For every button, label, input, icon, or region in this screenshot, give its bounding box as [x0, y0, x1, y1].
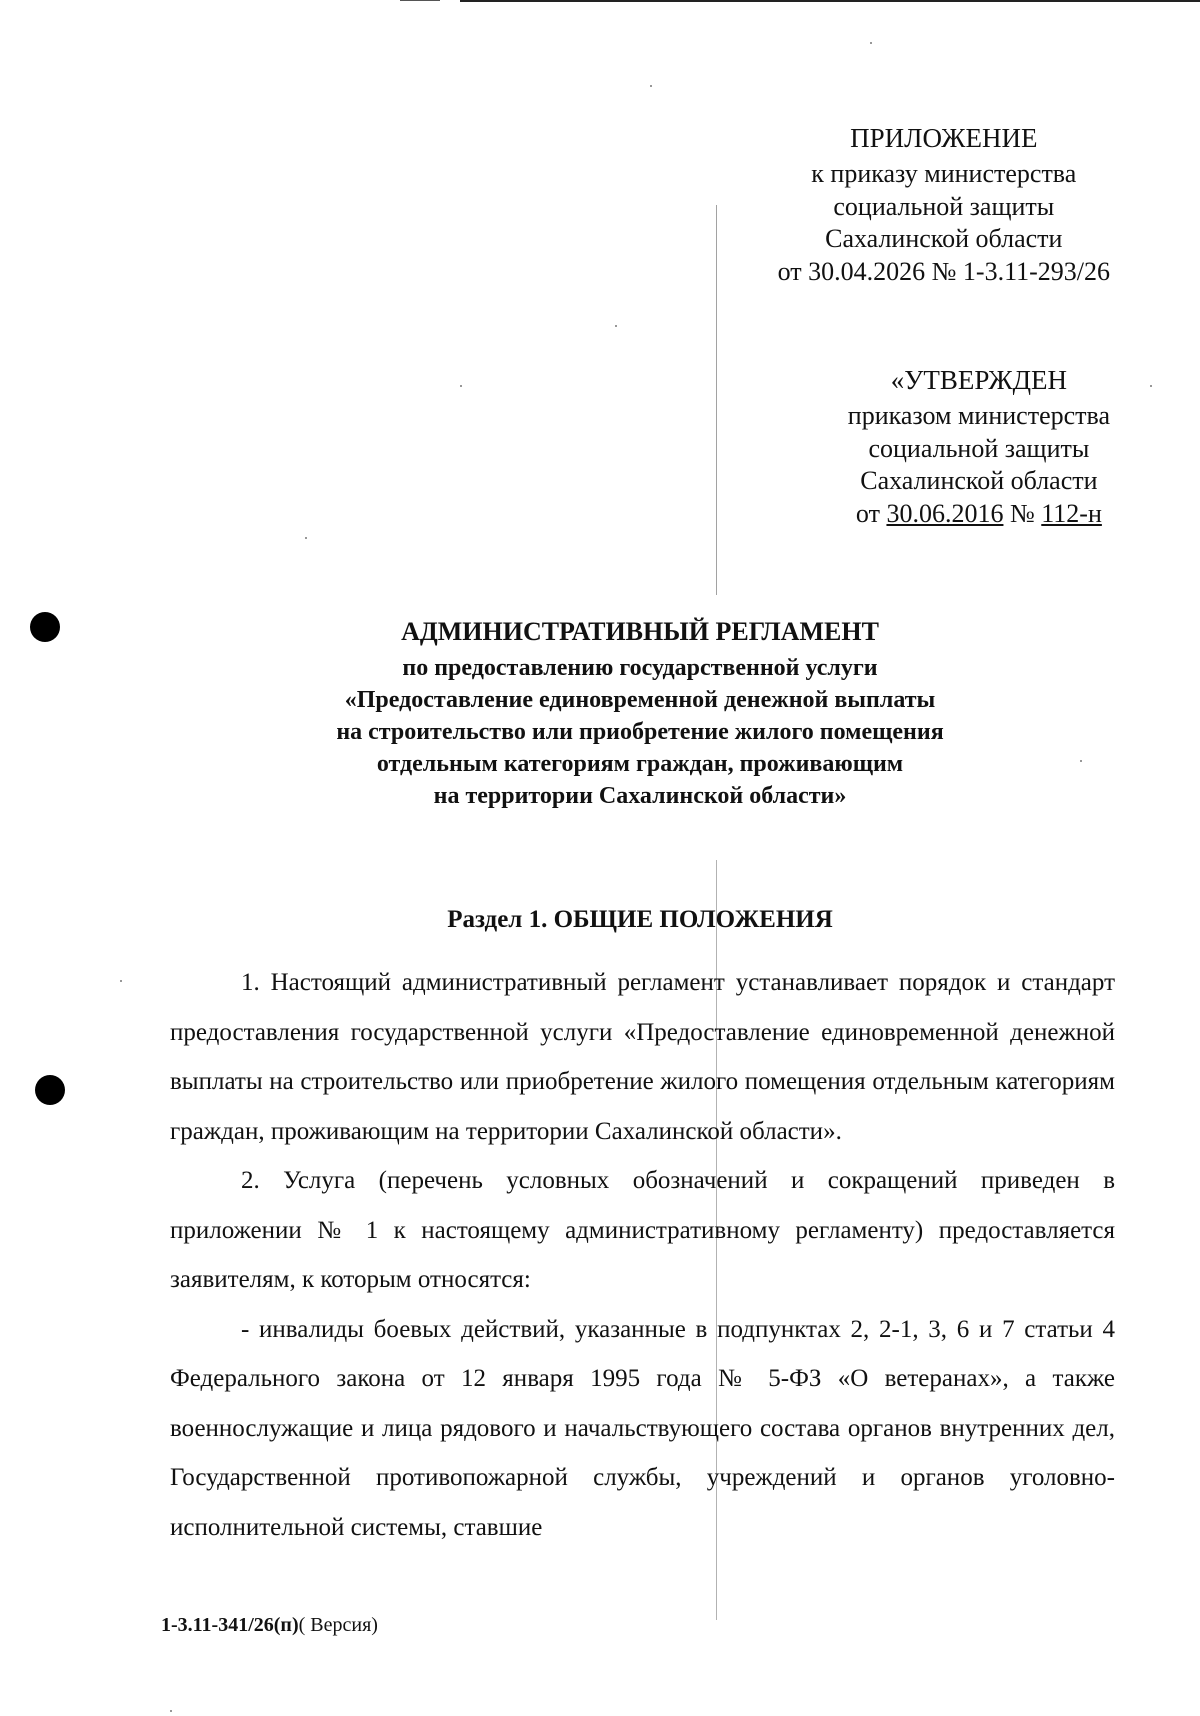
scan-speck	[615, 325, 617, 327]
document-footer	[161, 1614, 378, 1637]
title-subline: на строительство или приобретение жилого помещения	[336, 719, 944, 745]
section-title: Раздел 1. ОБЩИЕ ПОЛОЖЕНИЯ	[447, 906, 833, 933]
document-title	[150, 612, 1130, 812]
scan-speck	[170, 1710, 172, 1712]
paragraph: 2. Услуга (перечень условных обозначений и сокращений приведен в приложении № 1 к настоящему административному регламенту) предоставляется заявителям, к которым относятся:	[170, 1167, 1115, 1293]
title-subline: отдельным категориям граждан, проживающим	[376, 751, 904, 777]
approval-number: 112-н	[1041, 498, 1102, 528]
approval-line: приказом министерства	[847, 401, 1110, 430]
approval-block	[848, 360, 1110, 530]
scan-speck	[870, 42, 872, 44]
scan-fold-line	[716, 205, 717, 595]
appendix-line: к приказу министерства	[811, 159, 1077, 188]
footer-version: ( Версия)	[298, 1614, 378, 1636]
scan-speck	[460, 385, 462, 387]
title-main: АДМИНИСТРАТИВНЫЙ РЕГЛАМЕНТ	[401, 617, 879, 646]
title-subline: «Предоставление единовременной денежной выплаты	[344, 687, 936, 713]
title-subline: на территории Сахалинской области»	[433, 783, 847, 809]
approval-heading: «УТВЕРЖДЕН	[890, 365, 1068, 395]
top-border-fragment	[400, 0, 440, 1]
paragraph: - инвалиды боевых действий, указанные в подпунктах 2, 2-1, 3, 6 и 7 статьи 4 Федерального закона от 12 января 1995 года № 5-ФЗ «О ветеранах», а также военнослужащие и лица рядового и начальствующего состава органов внутренних дел, Государственной противопожарной службы, учреждений и органов уголовно-исполнительной системы, ставшие	[170, 1315, 1115, 1541]
scan-speck	[1150, 385, 1152, 387]
punch-hole-mark	[35, 1075, 65, 1105]
approval-date-line	[848, 498, 1110, 531]
title-subline: по предоставлению государственной услуги	[402, 655, 878, 681]
body-text	[170, 958, 1115, 1552]
appendix-heading: ПРИЛОЖЕНИЕ	[850, 123, 1038, 153]
approval-line: Сахалинской области	[860, 466, 1098, 495]
approval-date: 30.06.2016	[886, 498, 1004, 528]
appendix-line: Сахалинской области	[825, 224, 1063, 253]
approval-date-prefix: от	[855, 498, 887, 528]
appendix-block	[778, 118, 1110, 288]
scan-speck	[650, 85, 652, 87]
scan-speck	[305, 537, 307, 539]
footer-code: 1-3.11-341/26(п)	[161, 1614, 299, 1636]
scan-speck	[120, 980, 122, 982]
paragraph: 1. Настоящий административный регламент устанавливает порядок и стандарт предоставления государственной услуги «Предоставление единовременной денежной выплаты на строительство или приобретение жилого помещения отдельным категориям граждан, проживающим на территории Сахалинской области».	[170, 969, 1115, 1145]
approval-number-prefix: №	[1003, 498, 1042, 528]
punch-hole-mark	[30, 612, 60, 642]
approval-line: социальной защиты	[868, 433, 1090, 463]
top-border-line	[460, 0, 1200, 2]
appendix-order-date: от 30.04.2026 № 1-3.11-293/26	[777, 256, 1110, 286]
appendix-line: социальной защиты	[833, 191, 1055, 221]
